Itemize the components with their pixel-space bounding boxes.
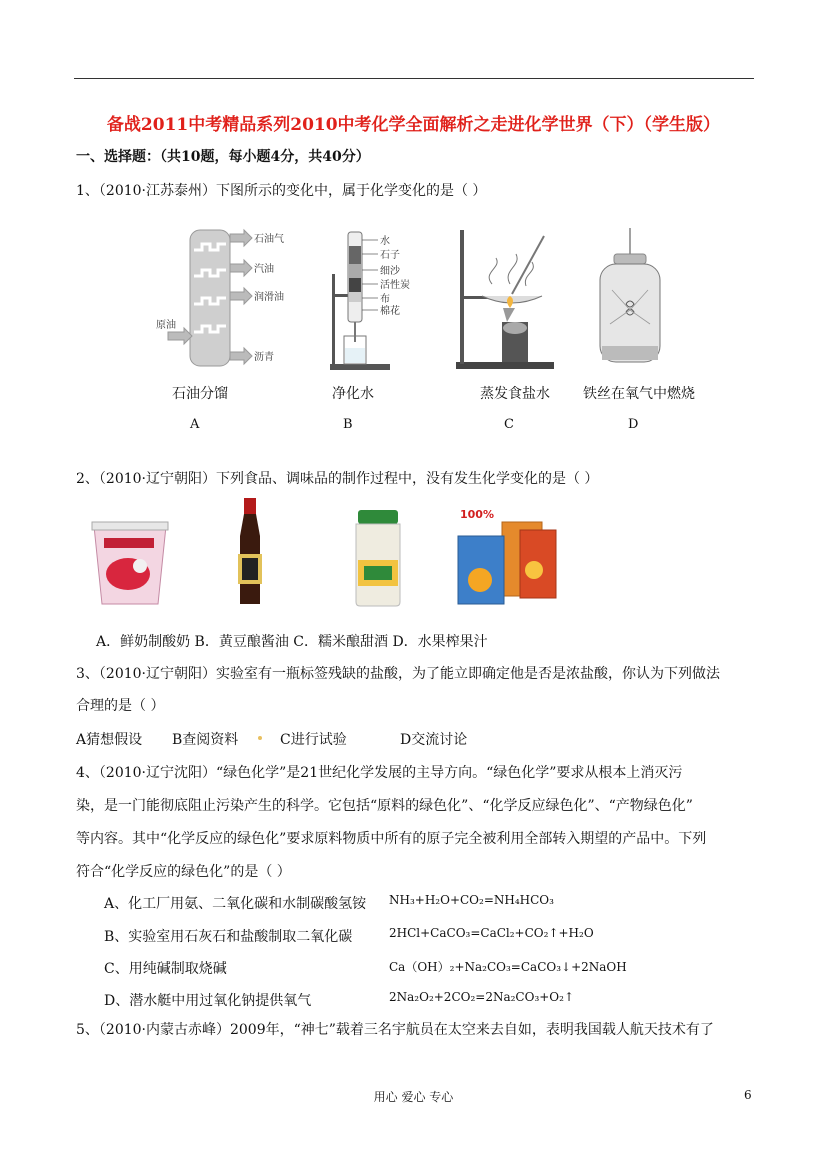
q3-option-a: A猜想假设 — [76, 732, 143, 748]
figure-distillation-tower — [154, 224, 304, 372]
question-4-line1: 4、（2010·辽宁沈阳）“绿色化学”是21世纪化学发展的主导方向。“绿色化学”要求从根本上消灭污 — [76, 765, 683, 781]
tower-label-4: 沥青 — [254, 352, 274, 363]
filter-label-2: 细沙 — [380, 266, 400, 277]
document-title: 备战2011中考精品系列2010中考化学全面解析之走进化学世界（下）（学生版） — [106, 115, 721, 135]
question-2-stem: 2、（2010·辽宁朝阳）下列食品、调味品的制作过程中，没有发生化学变化的是（ ） — [76, 471, 599, 487]
q2-options: A．鲜奶制酸奶 B．黄豆酿酱油 C．糯米酿甜酒 D．水果榨果汁 — [96, 634, 488, 650]
yogurt-cup-image — [90, 520, 170, 608]
q4-option-a-equation: NH₃+H₂O+CO₂=NH₄HCO₃ — [389, 893, 554, 907]
page-footer: 用心 爱心 专心 — [373, 1090, 454, 1104]
tower-label-1: 汽油 — [254, 264, 274, 275]
question-4-line4: 符合“化学反应的绿色化”的是（ ） — [76, 864, 291, 880]
question-3-line1: 3、（2010·辽宁朝阳）实验室有一瓶标签残缺的盐酸，为了能立即确定他是否是浓盐酸，你认为下列做法 — [76, 666, 720, 682]
q4-option-b-text: B、实验室用石灰石和盐酸制取二氧化碳 — [104, 929, 353, 945]
q1-letter-a: A — [190, 417, 200, 432]
q1-letter-c: C — [504, 417, 514, 432]
question-3-line2: 合理的是（ ） — [76, 698, 165, 714]
question-1-stem: 1、（2010·江苏泰州）下图所示的变化中，属于化学变化的是（ ） — [76, 183, 487, 199]
question-4-line2: 染，是一门能彻底阻止污染产生的科学。它包括“原料的绿色化”、“化学反应绿色化”、“产物绿色化” — [76, 798, 693, 814]
filter-label-4: 布 — [380, 294, 390, 305]
q3-option-b: B查阅资料 — [172, 732, 239, 748]
figure-iron-burning — [590, 224, 670, 372]
rice-wine-jar-image — [346, 508, 410, 608]
q4-option-d-text: D、潜水艇中用过氧化钠提供氧气 — [104, 993, 312, 1009]
figure-evaporation — [452, 224, 562, 372]
q1-caption-d: 铁丝在氧气中燃烧 — [583, 386, 695, 402]
q3-option-c: C进行试验 — [280, 732, 347, 748]
q4-option-c-text: C、用纯碱制取烧碱 — [104, 961, 227, 977]
filter-label-0: 水 — [380, 236, 390, 247]
question-5-stem: 5、（2010·内蒙古赤峰）2009年，“神七”载着三名宇航员在太空来去自如，表明我国载人航天技术有了 — [76, 1022, 714, 1038]
q4-option-d-equation: 2Na₂O₂+2CO₂=2Na₂CO₃+O₂↑ — [389, 990, 575, 1004]
q1-caption-b: 净化水 — [332, 386, 374, 402]
juice-boxes-image — [454, 506, 560, 608]
page-number: 6 — [744, 1088, 752, 1102]
q1-caption-c: 蒸发食盐水 — [480, 386, 550, 402]
q1-letter-d: D — [628, 417, 639, 432]
tower-label-2: 润滑油 — [254, 292, 284, 303]
q4-option-b-equation: 2HCl+CaCO₃=CaCl₂+CO₂↑+H₂O — [389, 926, 594, 940]
q1-caption-a: 石油分馏 — [172, 386, 228, 402]
figure-water-filter — [320, 224, 420, 372]
filter-label-1: 石子 — [380, 250, 400, 261]
question-4-line3: 等内容。其中“化学反应的绿色化”要求原料物质中所有的原子完全被利用全部转入期望的产品中。下列 — [76, 831, 707, 847]
tower-label-0: 石油气 — [254, 234, 284, 245]
juice-brand-label: 100% — [460, 508, 494, 521]
soy-sauce-bottle-image — [228, 496, 272, 608]
q4-option-c-equation: Ca（OH）₂+Na₂CO₃=CaCO₃↓+2NaOH — [389, 960, 627, 974]
q1-letter-b: B — [343, 417, 353, 432]
filter-label-3: 活性炭 — [380, 280, 410, 291]
section-heading: 一、选择题：（共10题，每小题4分，共40分） — [76, 149, 370, 165]
q3-option-d: D交流讨论 — [400, 732, 468, 748]
tower-label-3: 原油 — [156, 320, 176, 331]
q4-option-a-text: A、化工厂用氨、二氧化碳和水制碳酸氢铵 — [104, 896, 367, 912]
stray-dot — [258, 736, 262, 740]
header-rule — [74, 78, 754, 79]
filter-label-5: 棉花 — [380, 306, 400, 317]
